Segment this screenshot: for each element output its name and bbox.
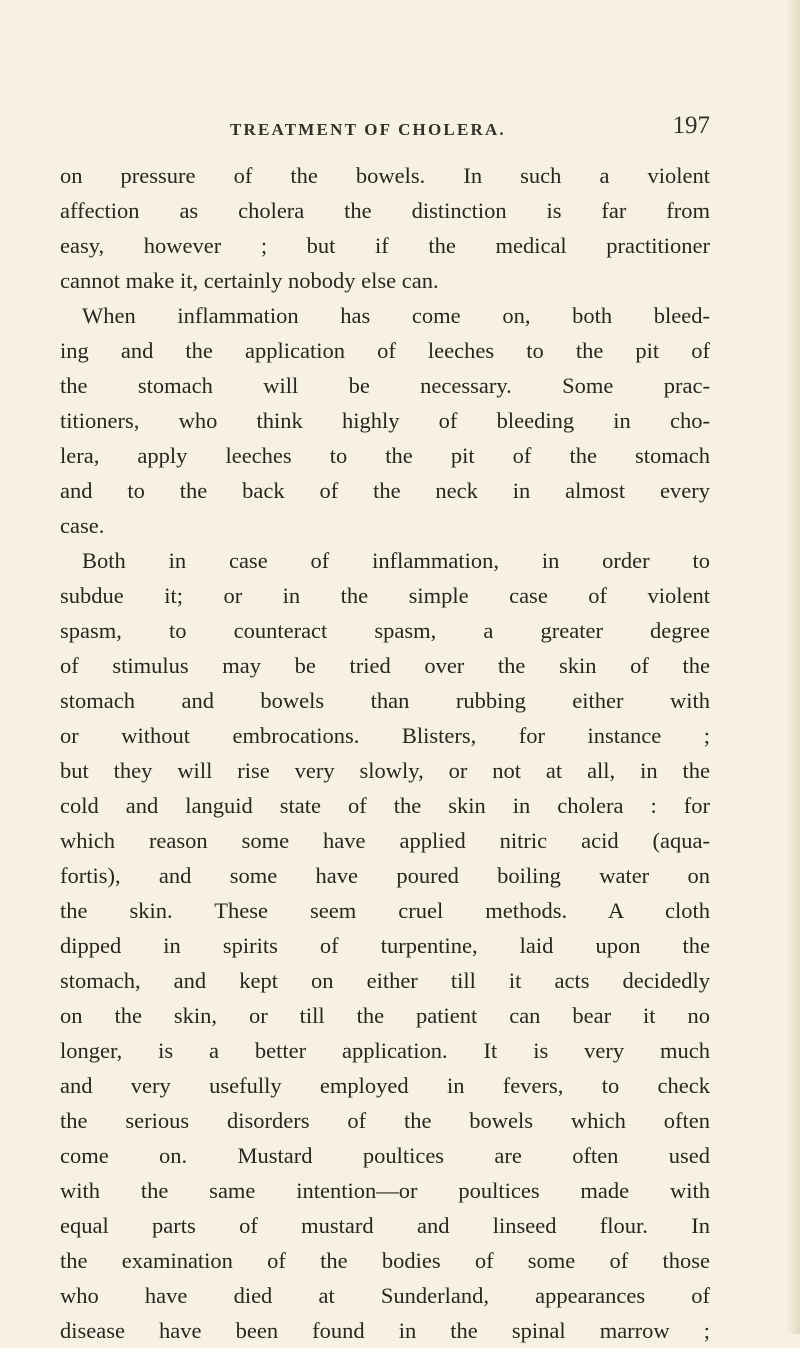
text-line: titioners, who think highly of bleeding in cho- [60,408,710,433]
text-line: which reason some have applied nitric acid (aqua- [60,828,710,853]
text-line: easy, however ; but if the medical practitioner [60,233,710,258]
text-line: spasm, to counteract spasm, a greater degree [60,618,710,643]
text-line: the skin. These seem cruel methods. A cloth [60,898,710,923]
body-text [60,158,710,1348]
text-line: dipped in spirits of turpentine, laid upon the [60,933,710,958]
text-line: fortis), and some have poured boiling water on [60,863,710,888]
page-number: 197 [672,112,710,139]
running-title: TREATMENT OF CHOLERA. [230,120,506,139]
text-line: or without embrocations. Blisters, for instance ; [60,723,710,748]
text-line: disease have been found in the spinal marrow ; [60,1318,710,1343]
text-line: on pressure of the bowels. In such a violent [60,163,710,188]
text-line: with the same intention—or poultices made with [60,1178,710,1203]
text-line: When inflammation has come on, both bleed- [82,303,710,328]
text-line: cold and languid state of the skin in cholera : for [60,793,710,818]
running-head [230,112,710,144]
text-line: stomach and bowels than rubbing either with [60,688,710,713]
text-line: ing and the application of leeches to the pit of [60,338,710,363]
text-line: the stomach will be necessary. Some prac- [60,373,710,398]
text-line: but they will rise very slowly, or not at all, in the [60,758,710,783]
text-line: cannot make it, certainly nobody else can. [60,268,439,293]
text-line: affection as cholera the distinction is far from [60,198,710,223]
text-line: the serious disorders of the bowels which often [60,1108,710,1133]
text-line: and to the back of the neck in almost every [60,478,710,503]
text-line: case. [60,513,105,538]
text-line: subdue it; or in the simple case of violent [60,583,710,608]
text-line: come on. Mustard poultices are often used [60,1143,710,1168]
text-line: stomach, and kept on either till it acts decidedly [60,968,710,993]
text-line: who have died at Sunderland, appearances of [60,1283,710,1308]
text-line: lera, apply leeches to the pit of the stomach [60,443,710,468]
text-line: of stimulus may be tried over the skin of the [60,653,710,678]
text-line: equal parts of mustard and linseed flour. In [60,1213,710,1238]
text-line: longer, is a better application. It is very much [60,1038,710,1063]
text-line: the examination of the bodies of some of those [60,1248,710,1273]
page-edge-shadow [786,0,800,1334]
text-line: Both in case of inflammation, in order to [82,548,710,573]
text-line: on the skin, or till the patient can bear it no [60,1003,710,1028]
text-line: and very usefully employed in fevers, to check [60,1073,710,1098]
